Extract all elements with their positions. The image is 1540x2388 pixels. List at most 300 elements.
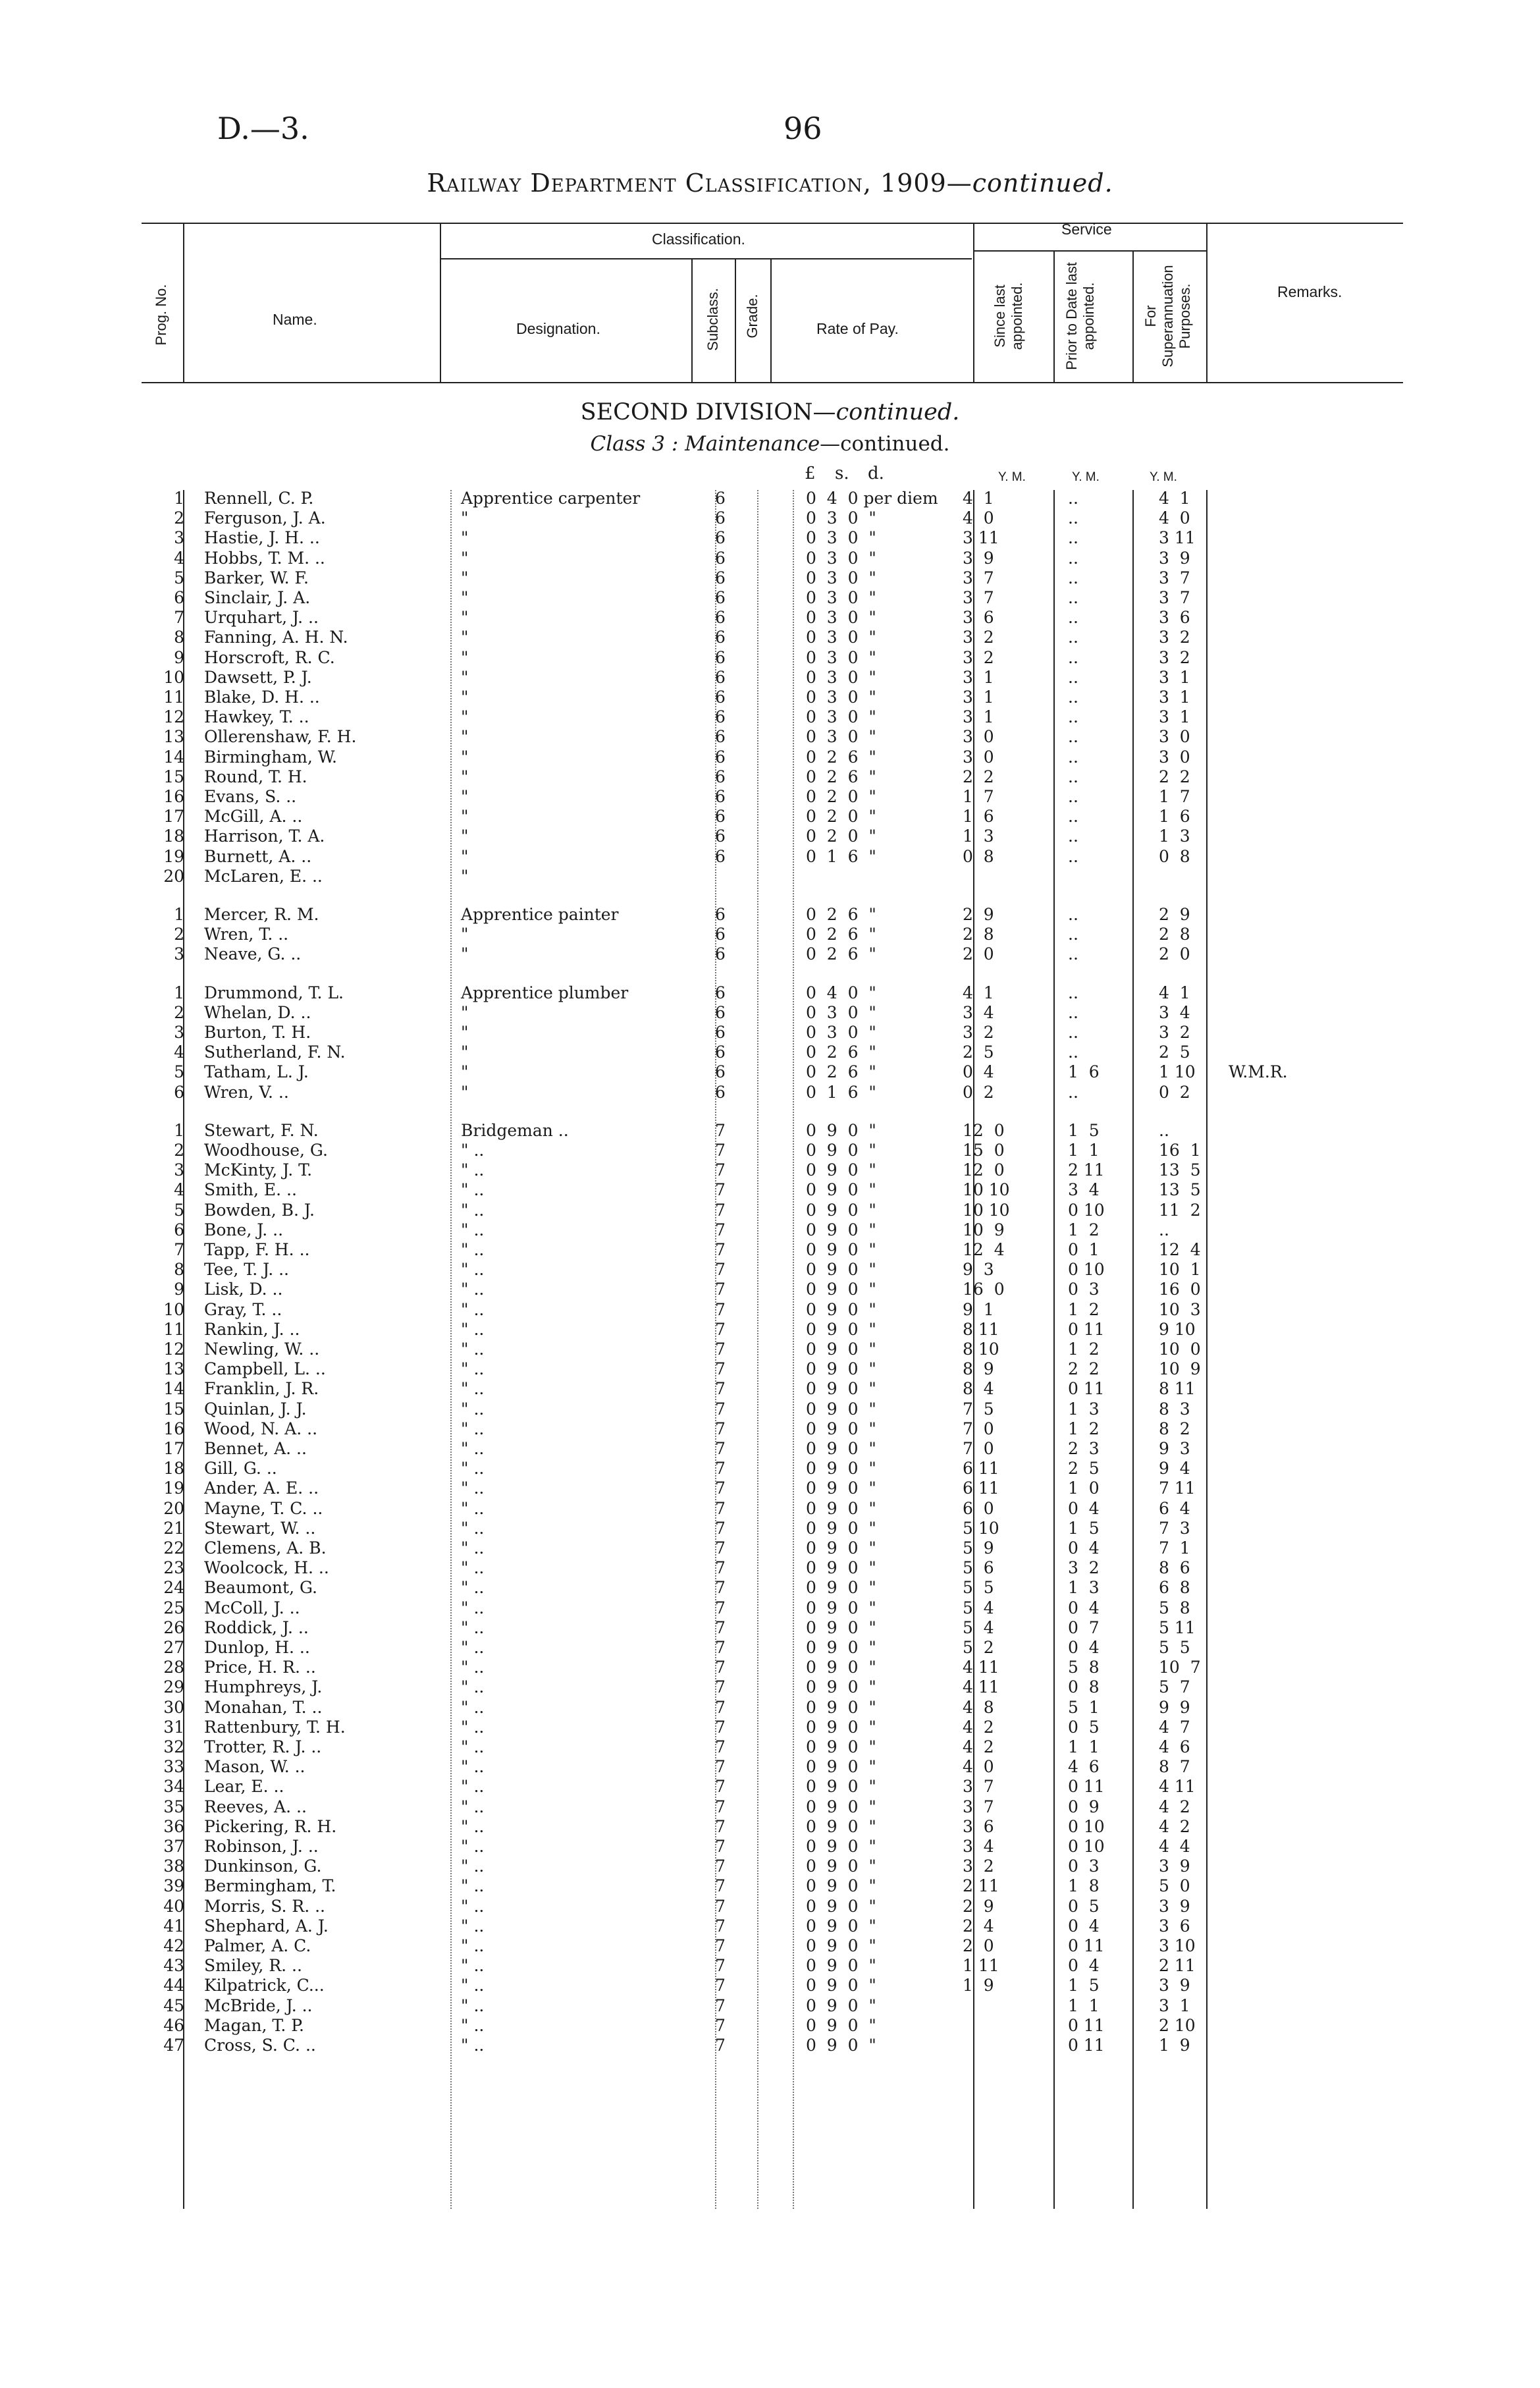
row-rate: 0 9 0 " (806, 1737, 876, 1756)
row-subclass: 6 (715, 1082, 726, 1102)
row-prog-no: 12 (163, 707, 184, 727)
row-name: McGill, A. .. (204, 807, 303, 827)
row-subclass: 6 (715, 727, 726, 747)
row-superannuation: 3 9 (1159, 1896, 1190, 1916)
row-rate: 0 9 0 " (806, 1816, 876, 1836)
row-prior: .. (1068, 489, 1078, 508)
row-prior: 1 5 (1068, 1518, 1100, 1538)
row-rate: 0 9 0 " (806, 1717, 876, 1737)
row-rate: 0 9 0 " (806, 2015, 876, 2035)
row-designation: " .. (461, 1598, 485, 1617)
row-prog-no: 16 (163, 1419, 184, 1438)
row-superannuation: 4 6 (1159, 1737, 1190, 1756)
row-prog-no: 34 (163, 1777, 184, 1797)
row-subclass: 6 (715, 667, 726, 687)
row-since: 2 0 (963, 944, 994, 964)
row-prior: 1 2 (1068, 1419, 1100, 1438)
col-designation: Designation. (516, 320, 600, 337)
col-subclass: Subclass. (704, 288, 721, 351)
row-designation: " (461, 747, 469, 767)
row-designation: " (461, 568, 469, 587)
table-row (0, 946, 1540, 962)
row-since: 8 11 (963, 1319, 999, 1339)
row-superannuation: 4 2 (1159, 1816, 1190, 1836)
row-since: 2 9 (963, 1896, 994, 1916)
row-subclass: 6 (715, 688, 726, 707)
row-designation: Apprentice painter (461, 905, 619, 924)
row-name: Bermingham, T. (204, 1876, 336, 1896)
table-row (0, 550, 1540, 566)
row-designation: " .. (461, 1260, 485, 1280)
row-name: Dawsett, P. J. (204, 667, 312, 687)
row-designation: " .. (461, 1538, 485, 1558)
row-name: Bone, J. .. (204, 1220, 284, 1239)
row-since: 3 1 (963, 688, 994, 707)
table-row (0, 1341, 1540, 1357)
table-row (0, 1401, 1540, 1417)
table-row (0, 1659, 1540, 1675)
row-since: 3 4 (963, 1002, 994, 1022)
row-designation: " (461, 628, 469, 647)
row-superannuation: 6 4 (1159, 1498, 1190, 1518)
row-superannuation: 1 9 (1159, 2036, 1190, 2055)
row-since: 2 11 (963, 1876, 999, 1896)
row-name: Ander, A. E. .. (204, 1479, 319, 1498)
row-prior: 1 5 (1068, 1976, 1100, 1995)
table-row (0, 1799, 1540, 1815)
row-name: Ollerenshaw, F. H. (204, 727, 357, 747)
row-name: Mayne, T. C. .. (204, 1498, 323, 1518)
row-prior: 1 2 (1068, 1299, 1100, 1319)
table-row (0, 1838, 1540, 1855)
row-designation: " .. (461, 1340, 485, 1359)
row-superannuation: 5 8 (1159, 1598, 1190, 1617)
row-superannuation: 1 3 (1159, 827, 1190, 846)
row-name: Gill, G. .. (204, 1459, 277, 1479)
row-subclass: 7 (715, 1916, 726, 1936)
row-designation: " .. (461, 1399, 485, 1419)
row-subclass: 6 (715, 807, 726, 827)
row-name: Price, H. R. .. (204, 1658, 316, 1677)
row-designation: " .. (461, 1518, 485, 1538)
row-prior: 5 8 (1068, 1658, 1100, 1677)
row-designation: " (461, 647, 469, 667)
row-designation: " (461, 1062, 469, 1082)
row-rate: 0 3 0 " (806, 548, 876, 568)
row-rate: 0 9 0 " (806, 1777, 876, 1797)
row-prog-no: 3 (174, 1023, 184, 1042)
row-prior: .. (1068, 667, 1078, 687)
row-prog-no: 2 (174, 508, 184, 528)
row-prog-no: 2 (174, 925, 184, 944)
row-subclass: 6 (715, 846, 726, 866)
row-designation: " (461, 827, 469, 846)
row-superannuation: 3 7 (1159, 588, 1190, 607)
row-prior: .. (1068, 1082, 1078, 1102)
row-name: Urquhart, J. .. (204, 608, 319, 628)
row-prior: .. (1068, 528, 1078, 548)
table-row (0, 1301, 1540, 1318)
row-designation: " (461, 767, 469, 786)
row-rate: 0 3 0 " (806, 628, 876, 647)
table-row (0, 1004, 1540, 1021)
row-since: 3 1 (963, 707, 994, 727)
row-rate: 0 9 0 " (806, 1260, 876, 1280)
table-row (0, 689, 1540, 705)
row-subclass: 7 (715, 1896, 726, 1916)
row-name: Evans, S. .. (204, 787, 297, 806)
row-subclass: 7 (715, 1120, 726, 1140)
row-rate: 0 9 0 " (806, 1120, 876, 1140)
row-rate: 0 9 0 " (806, 1916, 876, 1936)
row-subclass: 7 (715, 1816, 726, 1836)
row-designation: " .. (461, 1896, 485, 1916)
row-superannuation: 2 5 (1159, 1043, 1190, 1062)
row-rate: 0 2 6 " (806, 767, 876, 786)
row-prior: 0 8 (1068, 1677, 1100, 1697)
row-name: Birmingham, W. (204, 747, 338, 767)
row-rate: 0 2 0 " (806, 787, 876, 806)
row-prog-no: 6 (174, 1082, 184, 1102)
row-since: 2 8 (963, 925, 994, 944)
row-name: Hawkey, T. .. (204, 707, 309, 727)
row-superannuation: 10 9 (1159, 1359, 1201, 1379)
row-designation: " .. (461, 1916, 485, 1936)
table-row (0, 906, 1540, 923)
col-prior: Prior to Date last appointed. (1063, 262, 1097, 370)
row-superannuation: 16 1 (1159, 1141, 1201, 1160)
table-row (0, 669, 1540, 686)
row-prior: 0 4 (1068, 1538, 1100, 1558)
row-subclass: 6 (715, 925, 726, 944)
col-name: Name. (273, 311, 317, 328)
row-rate: 0 9 0 " (806, 1638, 876, 1657)
row-name: Lisk, D. .. (204, 1280, 283, 1299)
row-designation: " (461, 1082, 469, 1102)
row-name: Blake, D. H. .. (204, 688, 320, 707)
row-prog-no: 39 (163, 1876, 184, 1896)
row-subclass: 7 (715, 1280, 726, 1299)
row-prog-no: 6 (174, 588, 184, 607)
row-prog-no: 3 (174, 528, 184, 548)
row-prog-no: 38 (163, 1857, 184, 1876)
row-since: 3 7 (963, 568, 994, 587)
row-since: 8 4 (963, 1379, 994, 1399)
row-since: 3 4 (963, 1837, 994, 1856)
row-since: 9 1 (963, 1299, 994, 1319)
row-since: 2 2 (963, 767, 994, 786)
row-prior: 1 3 (1068, 1578, 1100, 1598)
row-rate: 0 9 0 " (806, 1578, 876, 1598)
row-prog-no: 30 (163, 1697, 184, 1717)
row-prog-no: 28 (163, 1658, 184, 1677)
row-name: Horscroft, R. C. (204, 647, 335, 667)
row-since: 10 10 (963, 1180, 1010, 1200)
row-name: Neave, G. .. (204, 944, 302, 964)
row-rate: 0 9 0 " (806, 1340, 876, 1359)
row-prior: 1 1 (1068, 1141, 1100, 1160)
row-rate: 0 9 0 " (806, 2036, 876, 2055)
row-prior: 1 1 (1068, 1737, 1100, 1756)
row-subclass: 6 (715, 747, 726, 767)
row-prog-no: 3 (174, 944, 184, 964)
table-row (0, 1758, 1540, 1775)
row-designation: " .. (461, 1837, 485, 1856)
row-name: Fanning, A. H. N. (204, 628, 348, 647)
row-designation: " .. (461, 2015, 485, 2035)
row-name: Wren, V. .. (204, 1082, 289, 1102)
row-prior: 0 11 (1068, 1936, 1105, 1955)
table-row (0, 728, 1540, 745)
row-superannuation: 1 6 (1159, 807, 1190, 827)
col-divider-grade (770, 258, 772, 383)
row-superannuation: 3 2 (1159, 647, 1190, 667)
row-superannuation: 9 4 (1159, 1459, 1190, 1479)
row-prog-no: 12 (163, 1340, 184, 1359)
row-prog-no: 47 (163, 2036, 184, 2055)
row-prog-no: 41 (163, 1916, 184, 1936)
row-name: Quinlan, J. J. (204, 1399, 307, 1419)
row-name: Dunlop, H. .. (204, 1638, 310, 1657)
section-title (0, 399, 1540, 425)
row-superannuation: 10 7 (1159, 1658, 1201, 1677)
table-row (0, 1261, 1540, 1278)
row-superannuation: 3 0 (1159, 727, 1190, 747)
row-rate: 0 3 0 " (806, 667, 876, 687)
row-prog-no: 35 (163, 1797, 184, 1816)
row-subclass: 6 (715, 1062, 726, 1082)
row-prog-no: 4 (174, 1043, 184, 1062)
row-designation: " .. (461, 1280, 485, 1299)
section-class: Class 3 : (590, 432, 679, 456)
row-superannuation: 12 4 (1159, 1240, 1201, 1259)
row-rate: 0 1 6 " (806, 846, 876, 866)
row-since: 4 2 (963, 1717, 994, 1737)
row-since: 5 9 (963, 1538, 994, 1558)
row-designation: " .. (461, 1995, 485, 2015)
row-prog-no: 31 (163, 1717, 184, 1737)
row-subclass: 7 (715, 1399, 726, 1419)
row-designation: " .. (461, 1180, 485, 1200)
row-rate: 0 9 0 " (806, 1538, 876, 1558)
row-rate: 0 2 6 " (806, 1062, 876, 1082)
row-name: Woodhouse, G. (204, 1141, 328, 1160)
row-subclass: 7 (715, 2015, 726, 2035)
row-prior: 2 3 (1068, 1439, 1100, 1458)
row-rate: 0 9 0 " (806, 1658, 876, 1677)
row-since: 15 0 (963, 1141, 1005, 1160)
row-subclass: 7 (715, 1797, 726, 1816)
row-superannuation: 8 7 (1159, 1757, 1190, 1777)
table-row (0, 1739, 1540, 1755)
row-rate: 0 9 0 " (806, 1896, 876, 1916)
row-subclass: 6 (715, 827, 726, 846)
row-prior: .. (1068, 707, 1078, 727)
row-prog-no: 13 (163, 1359, 184, 1379)
row-superannuation: 2 9 (1159, 905, 1190, 924)
table-row (0, 926, 1540, 942)
unit-ym-sup: Y. M. (1150, 470, 1177, 484)
row-prior: .. (1068, 608, 1078, 628)
row-superannuation: 10 3 (1159, 1299, 1201, 1319)
row-since: 0 8 (963, 846, 994, 866)
row-subclass: 6 (715, 608, 726, 628)
row-rate: 0 3 0 " (806, 647, 876, 667)
row-subclass: 7 (715, 1737, 726, 1756)
row-prog-no: 10 (163, 1299, 184, 1319)
row-name: Tee, T. J. .. (204, 1260, 289, 1280)
row-name: Robinson, J. .. (204, 1837, 319, 1856)
row-name: Drummond, T. L. (204, 983, 344, 1002)
row-prior: 1 8 (1068, 1876, 1100, 1896)
row-rate: 0 9 0 " (806, 1956, 876, 1976)
row-prog-no: 40 (163, 1896, 184, 1916)
row-rate: 0 9 0 " (806, 1459, 876, 1479)
row-prior: 0 3 (1068, 1857, 1100, 1876)
row-prog-no: 11 (163, 1319, 184, 1339)
row-designation: " .. (461, 1459, 485, 1479)
table-row (0, 1181, 1540, 1198)
row-since: 7 5 (963, 1399, 994, 1419)
table-row (0, 1380, 1540, 1397)
row-superannuation: 5 7 (1159, 1677, 1190, 1697)
table-row (0, 1579, 1540, 1596)
unit-pound: £ (805, 464, 816, 483)
row-subclass: 7 (715, 1697, 726, 1717)
row-designation: " .. (461, 1578, 485, 1598)
table-row (0, 1064, 1540, 1080)
row-name: Burton, T. H. (204, 1023, 311, 1042)
row-prior: 4 6 (1068, 1757, 1100, 1777)
row-superannuation: 9 9 (1159, 1697, 1190, 1717)
row-designation: " (461, 807, 469, 827)
row-rate: 0 9 0 " (806, 1876, 876, 1896)
row-designation: " (461, 787, 469, 806)
row-superannuation: 13 5 (1159, 1180, 1201, 1200)
row-superannuation: 2 10 (1159, 2015, 1196, 2035)
row-prog-no: 5 (174, 1062, 184, 1082)
row-superannuation: 7 1 (1159, 1538, 1190, 1558)
row-name: Cross, S. C. .. (204, 2036, 316, 2055)
row-superannuation: 0 2 (1159, 1082, 1190, 1102)
table-row (0, 769, 1540, 785)
row-prog-no: 5 (174, 1200, 184, 1220)
row-superannuation: 2 11 (1159, 1956, 1196, 1976)
row-subclass: 7 (715, 1518, 726, 1538)
table-row (0, 1938, 1540, 1954)
row-since: 0 2 (963, 1082, 994, 1102)
row-prog-no: 14 (163, 747, 184, 767)
row-name: Monahan, T. .. (204, 1697, 323, 1717)
row-designation: " (461, 548, 469, 568)
row-rate: 0 2 6 " (806, 905, 876, 924)
row-prog-no: 18 (163, 1459, 184, 1479)
row-prior: .. (1068, 787, 1078, 806)
row-superannuation: 8 6 (1159, 1558, 1190, 1578)
table-row (0, 1480, 1540, 1496)
row-name: Rennell, C. P. (204, 489, 314, 508)
row-prog-no: 1 (174, 983, 184, 1002)
row-superannuation: 8 2 (1159, 1419, 1190, 1438)
row-prog-no: 4 (174, 548, 184, 568)
row-name: Reeves, A. .. (204, 1797, 307, 1816)
row-since: 16 0 (963, 1280, 1005, 1299)
row-designation: " .. (461, 1200, 485, 1220)
row-subclass: 7 (715, 1837, 726, 1856)
row-rate: 0 9 0 " (806, 1857, 876, 1876)
row-rate: 0 9 0 " (806, 1995, 876, 2015)
col-grade: Grade. (744, 294, 760, 339)
row-name: Whelan, D. .. (204, 1002, 311, 1022)
row-since: 6 11 (963, 1479, 999, 1498)
table-row (0, 649, 1540, 666)
row-rate: 0 2 6 " (806, 1043, 876, 1062)
row-superannuation: 4 4 (1159, 1837, 1190, 1856)
row-subclass: 7 (715, 1141, 726, 1160)
row-name: Ferguson, J. A. (204, 508, 326, 528)
row-since: 8 10 (963, 1340, 999, 1359)
row-subclass: 7 (715, 1638, 726, 1657)
row-name: Bennet, A. .. (204, 1439, 307, 1458)
row-since: 3 2 (963, 628, 994, 647)
row-since: 3 0 (963, 747, 994, 767)
table-row (0, 1440, 1540, 1457)
row-prior: .. (1068, 827, 1078, 846)
row-prior: 2 2 (1068, 1359, 1100, 1379)
row-superannuation: 4 1 (1159, 983, 1190, 1002)
classification-rule (440, 258, 972, 259)
row-designation: " .. (461, 1757, 485, 1777)
row-designation: " (461, 925, 469, 944)
row-rate: 0 9 0 " (806, 1200, 876, 1220)
row-superannuation: 9 3 (1159, 1439, 1190, 1458)
row-subclass: 6 (715, 905, 726, 924)
row-rate: 0 9 0 " (806, 1319, 876, 1339)
table-row (0, 1957, 1540, 1974)
row-subclass: 7 (715, 1319, 726, 1339)
table-row (0, 1202, 1540, 1218)
row-subclass: 7 (715, 1498, 726, 1518)
row-designation: " .. (461, 1697, 485, 1717)
row-since: 4 11 (963, 1658, 999, 1677)
table-row (0, 1142, 1540, 1158)
row-rate: 0 9 0 " (806, 1498, 876, 1518)
row-since: 3 6 (963, 608, 994, 628)
row-name: Rattenbury, T. H. (204, 1717, 346, 1737)
row-since: 7 0 (963, 1419, 994, 1438)
row-name: Shephard, A. J. (204, 1916, 329, 1936)
row-subclass: 7 (715, 1598, 726, 1617)
row-name: Palmer, A. C. (204, 1936, 311, 1955)
row-name: Kilpatrick, C... (204, 1976, 325, 1995)
unit-shillings: s. (835, 464, 849, 483)
row-superannuation: 7 11 (1159, 1479, 1196, 1498)
row-rate: 0 9 0 " (806, 1598, 876, 1617)
row-prog-no: 32 (163, 1737, 184, 1756)
row-superannuation: 4 7 (1159, 1717, 1190, 1737)
row-since: 1 11 (963, 1956, 999, 1976)
row-subclass: 6 (715, 528, 726, 548)
row-rate: 0 3 0 " (806, 1002, 876, 1022)
row-prior: .. (1068, 944, 1078, 964)
row-rate: 0 2 6 " (806, 747, 876, 767)
row-designation: " (461, 588, 469, 607)
row-rate: 0 9 0 " (806, 1439, 876, 1458)
row-prior: .. (1068, 568, 1078, 587)
title-text: Railway Department Classification, 1909— (427, 169, 972, 198)
row-since: 2 0 (963, 1936, 994, 1955)
row-prior: 1 5 (1068, 1120, 1100, 1140)
